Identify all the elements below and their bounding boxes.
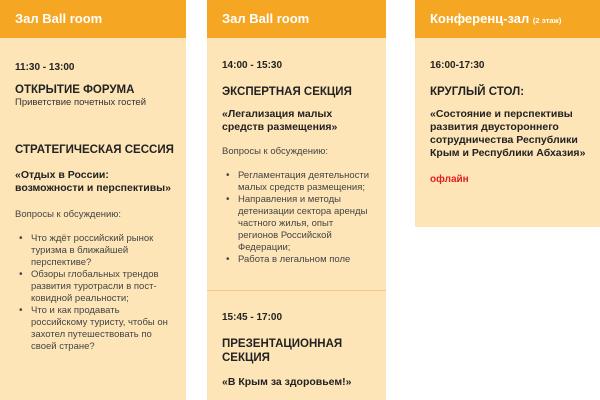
session-title: ПРЕЗЕНТАЦИОННАЯ СЕКЦИЯ: [222, 338, 343, 364]
schedule-column-ballroom-2: [207, 0, 386, 400]
questions-list: [15, 233, 176, 353]
questions-label: Вопросы к обсуждению:: [15, 209, 122, 220]
question-item: • Работа в легальном поле: [222, 254, 376, 266]
column-header-note: (2 этаж): [532, 16, 562, 25]
session-topic: «Отдых в России: возможности и перспективы»: [15, 169, 171, 194]
column-header: Зал Ball room: [207, 0, 386, 38]
schedule-column-conference-hall: [415, 0, 600, 227]
session-title: СТРАТЕГИЧЕСКАЯ СЕССИЯ: [15, 144, 174, 156]
status-badge: офлайн: [430, 174, 469, 185]
question-item: • Что ждёт российский рынок туризма в ближайшей перспективе?: [15, 233, 176, 269]
session-title: КРУГЛЫЙ СТОЛ:: [430, 86, 525, 98]
session-topic: «Легализация малых средств размещения»: [222, 108, 338, 133]
question-item: • Регламентация деятельности малых средств размещения;: [222, 170, 376, 194]
schedule-column-ballroom-1: [0, 0, 186, 400]
session-topic: «В Крым за здоровьем!»: [222, 376, 352, 388]
column-header-title: Конференц-зал: [430, 11, 530, 26]
questions-label: Вопросы к обсуждению:: [222, 146, 329, 157]
question-item: • Обзоры глобальных трендов развития туротрасли в пост-ковидной реальности;: [15, 269, 176, 305]
question-item: • Что и как продавать российскому туристу, чтобы он захотел путешествовать по своей стране?: [15, 305, 176, 353]
session-subtitle: Приветствие почетных гостей: [15, 97, 147, 108]
column-header: Зал Ball room: [0, 0, 186, 38]
session-time: 16:00-17:30: [430, 60, 485, 71]
column-header: [415, 0, 600, 38]
session-title: ОТКРЫТИЕ ФОРУМА: [15, 84, 135, 96]
questions-list: [222, 170, 376, 266]
question-item: • Направления и методы детенизации сектора аренды частного жилья, опыт регионов Российской Федерации;: [222, 194, 376, 254]
session-time: 14:00 - 15:30: [222, 60, 283, 71]
session-time: 15:45 - 17:00: [222, 312, 283, 323]
session-time: 11:30 - 13:00: [15, 62, 75, 73]
session-topic: «Состояние и перспективы развития двустороннего сотрудничества Республики Крым и Республики Абхазия»: [430, 108, 586, 159]
session-title: ЭКСПЕРТНАЯ СЕКЦИЯ: [222, 86, 352, 98]
